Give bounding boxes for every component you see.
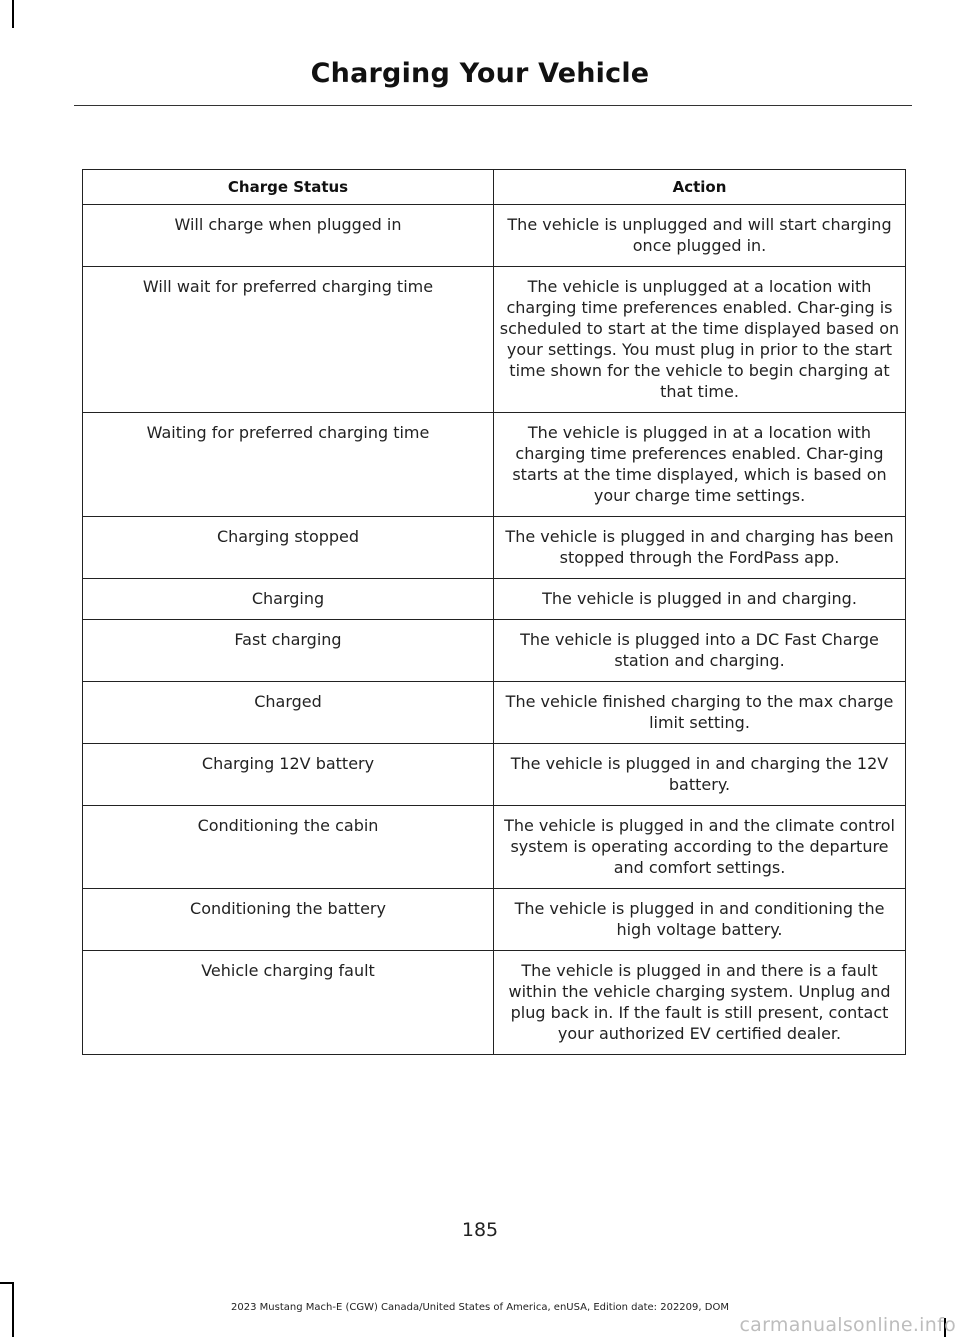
table-header-row [83,170,906,205]
column-header-charge-status: Charge Status [83,170,494,205]
table-row [83,951,906,1055]
action-cell: The vehicle is plugged in and charging has been stopped through the FordPass app. [494,517,906,579]
charge-status-cell: Waiting for preferred charging time [83,413,494,517]
crop-mark-bottom-left-h [0,1282,14,1284]
charge-status-table [82,169,906,1055]
charge-status-cell: Conditioning the cabin [83,806,494,889]
charge-status-cell: Charging 12V battery [83,744,494,806]
page-title: Charging Your Vehicle [310,58,650,89]
action-cell: The vehicle finished charging to the max charge limit setting. [494,682,906,744]
table-row [83,267,906,413]
table-row [83,806,906,889]
table-row [83,579,906,620]
crop-mark-top-left [12,0,14,28]
table-row [83,205,906,267]
charge-status-cell: Vehicle charging fault [83,951,494,1055]
page-number: 185 [461,1219,499,1241]
charge-status-cell: Fast charging [83,620,494,682]
edition-footer: 2023 Mustang Mach-E (CGW) Canada/United States of America, enUSA, Edition date: 202209, DOM [231,1302,729,1313]
action-cell: The vehicle is plugged in at a location with charging time preferences enabled. Char-ging starts at the time displayed, which is based on your charge time settings. [494,413,906,517]
action-cell: The vehicle is plugged in and charging. [494,579,906,620]
table-row [83,744,906,806]
charge-status-cell: Charging stopped [83,517,494,579]
charge-status-cell: Charged [83,682,494,744]
charge-status-cell: Charging [83,579,494,620]
action-cell: The vehicle is unplugged at a location with charging time preferences enabled. Char-ging is scheduled to start at the time displayed based on your settings. You must plug in prior to the start time shown for the vehicle to begin charging at that time. [494,267,906,413]
table-row [83,517,906,579]
table-row [83,620,906,682]
action-cell: The vehicle is plugged in and charging the 12V battery. [494,744,906,806]
charge-status-cell: Conditioning the battery [83,889,494,951]
action-cell: The vehicle is plugged in and the climate control system is operating according to the departure and comfort settings. [494,806,906,889]
action-cell: The vehicle is plugged into a DC Fast Charge station and charging. [494,620,906,682]
charge-status-cell: Will charge when plugged in [83,205,494,267]
site-watermark: carmanualsonline.info [739,1314,956,1336]
action-cell: The vehicle is plugged in and conditioning the high voltage battery. [494,889,906,951]
table-row [83,682,906,744]
title-divider [74,105,912,106]
charge-status-cell: Will wait for preferred charging time [83,267,494,413]
table-row [83,413,906,517]
action-cell: The vehicle is plugged in and there is a fault within the vehicle charging system. Unplug and plug back in. If the fault is still present, contact your authorized EV certified dealer. [494,951,906,1055]
action-cell: The vehicle is unplugged and will start charging once plugged in. [494,205,906,267]
table-row [83,889,906,951]
column-header-action: Action [494,170,906,205]
